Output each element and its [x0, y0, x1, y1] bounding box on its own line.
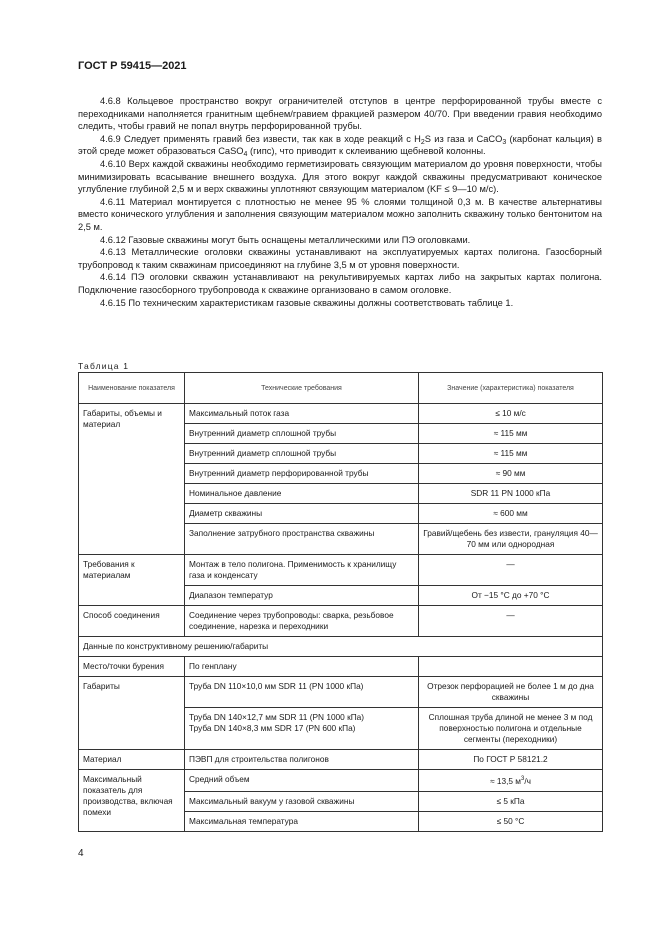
requirement-cell: Внутренний диаметр сплошной трубы — [185, 424, 419, 444]
section-title: Данные по конструктивному решению/габариты — [79, 637, 603, 657]
requirement-cell: Внутренний диаметр сплошной трубы — [185, 444, 419, 464]
document-header: ГОСТ Р 59415—2021 — [78, 60, 187, 72]
paragraph-4-6-10: 4.6.10 Верх каждой скважины необходимо герметизировать связующим материалом до уровня поверхности, чтобы минимизировать всасывание внешнего воздуха. Для этого вокруг каждой скважины предусматривают коническое углубление глубиной 2,5 м и верх скважины уплотняют связующим материалом (KF ≤ 9—10 м/с). — [78, 158, 602, 195]
row-label: Габариты — [79, 677, 185, 750]
requirement-cell: ПЭВП для строительства полигонов — [185, 750, 419, 770]
requirement-cell: Максимальный поток газа — [185, 404, 419, 424]
requirement-cell: Соединение через трубопроводы: сварка, резьбовое соединение, нарезка и переходники — [185, 606, 419, 637]
row-label: Максимальный показатель для производства, включая помехи — [79, 770, 185, 832]
value-cell: ≈ 13,5 $м^3/ч$ — [419, 770, 603, 792]
value-cell: Сплошная труба длиной не менее 3 м под поверхностью полигона и отдельные сегменты (переходники) — [419, 708, 603, 750]
paragraph-4-6-9: 4.6.9 Следует применять гравий без извести, так как в ходе реакций с $H_2S$ из газа и CaCO$_3$ (карбонат кальция) в этой среде может образоваться CaSO$_4$ (гипс), что приводит к склеиванию щебневой колонны. — [78, 133, 602, 159]
table-row — [79, 677, 603, 708]
value-cell: Гравий/щебень без извести, грануляция 40—70 мм или однородная — [419, 524, 603, 555]
value-cell: ≈ 115 мм — [419, 424, 603, 444]
requirement-cell: Диаметр скважины — [185, 504, 419, 524]
requirement-cell: Максимальная температура — [185, 811, 419, 831]
paragraph-4-6-8: 4.6.8 Кольцевое пространство вокруг ограничителей отступов в центре перфорированной трубы вместе с переходниками наполняется гранитным щебнем/гравием фракцией размером 40/70. При введении гравия необходимо следить, чтобы гравий не попал внутрь перфорированной трубы. — [78, 96, 602, 132]
requirement-cell: Труба DN 140×12,7 мм SDR 11 (PN 1000 кПа) Труба DN 140×8,3 мм SDR 17 (PN 600 кПа) — [185, 708, 419, 750]
table-header-row — [79, 373, 603, 404]
requirement-cell: Труба DN 110×10,0 мм SDR 11 (PN 1000 кПа) — [185, 677, 419, 708]
value-cell: ≤ 10 м/с — [419, 404, 603, 424]
table-section-row — [79, 637, 603, 657]
requirement-cell: Монтаж в тело полигона. Применимость к хранилищу газа и конденсату — [185, 555, 419, 586]
requirement-cell: Номинальное давление — [185, 484, 419, 504]
value-cell: ≤ 50 °С — [419, 811, 603, 831]
page-number: 4 — [78, 848, 84, 859]
paragraph-4-6-12: 4.6.12 Газовые скважины могут быть оснащены металлическими или ПЭ оголовками. — [100, 234, 471, 245]
paragraph-4-6-14: 4.6.14 ПЭ оголовки скважин устанавливают на рекультивируемых картах либо на закрытых картах полигона. Подключение газосборного трубопровода к скважине организовано в самом оголовке. — [78, 272, 602, 295]
requirement-cell: Максимальный вакуум у газовой скважины — [185, 791, 419, 811]
table-row — [79, 606, 603, 637]
row-label: Требования к материалам — [79, 555, 185, 606]
value-cell: SDR 11 PN 1000 кПа — [419, 484, 603, 504]
requirement-cell: Средний объем — [185, 770, 419, 792]
table-row — [79, 770, 603, 792]
requirement-cell: Заполнение затрубного пространства скважины — [185, 524, 419, 555]
value-cell: — — [419, 555, 603, 586]
table-caption: Таблица 1 — [78, 361, 130, 371]
column-header: Технические требования — [185, 373, 419, 404]
table-row — [79, 750, 603, 770]
value-cell: ≈ 90 мм — [419, 464, 603, 484]
value-cell — [419, 657, 603, 677]
table-row — [79, 555, 603, 586]
column-header: Наименование показателя — [79, 373, 185, 404]
value-cell: ≈ 600 мм — [419, 504, 603, 524]
row-label: Материал — [79, 750, 185, 770]
value-cell: От −15 °С до +70 °С — [419, 586, 603, 606]
row-label: Место/точки бурения — [79, 657, 185, 677]
paragraph-4-6-11: 4.6.11 Материал монтируется с плотностью не менее 95 % слоями толщиной 0,3 м. В качестве альтернативы вместо конического углубления и заполнения связующим материалом можно заполнить скважину только бентонитом на 2,5 м. — [78, 196, 602, 232]
requirement-cell: По генплану — [185, 657, 419, 677]
paragraph-4-6-13: 4.6.13 Металлические оголовки скважины устанавливают на эксплуатируемых картах полигона. Газосборный трубопровод к таким скважинам присоединяют на глубине 3,5 м от уровня поверхности. — [78, 247, 602, 270]
body-text — [78, 95, 602, 309]
value-cell: ≈ 115 мм — [419, 444, 603, 464]
column-header: Значение (характеристика) показателя — [419, 373, 603, 404]
row-label: Способ соединения — [79, 606, 185, 637]
row-label: Габариты, объемы и материал — [79, 404, 185, 555]
value-cell: — — [419, 606, 603, 637]
value-cell: Отрезок перфорацией не более 1 м до дна скважины — [419, 677, 603, 708]
table-row — [79, 657, 603, 677]
requirement-cell: Внутренний диаметр перфорированной трубы — [185, 464, 419, 484]
paragraph-4-6-15: 4.6.15 По техническим характеристикам газовые скважины должны соответствовать таблице 1. — [100, 297, 514, 308]
table-row — [79, 404, 603, 424]
specs-table — [78, 372, 603, 832]
value-cell: ≤ 5 кПа — [419, 791, 603, 811]
requirement-cell: Диапазон температур — [185, 586, 419, 606]
value-cell: По ГОСТ Р 58121.2 — [419, 750, 603, 770]
